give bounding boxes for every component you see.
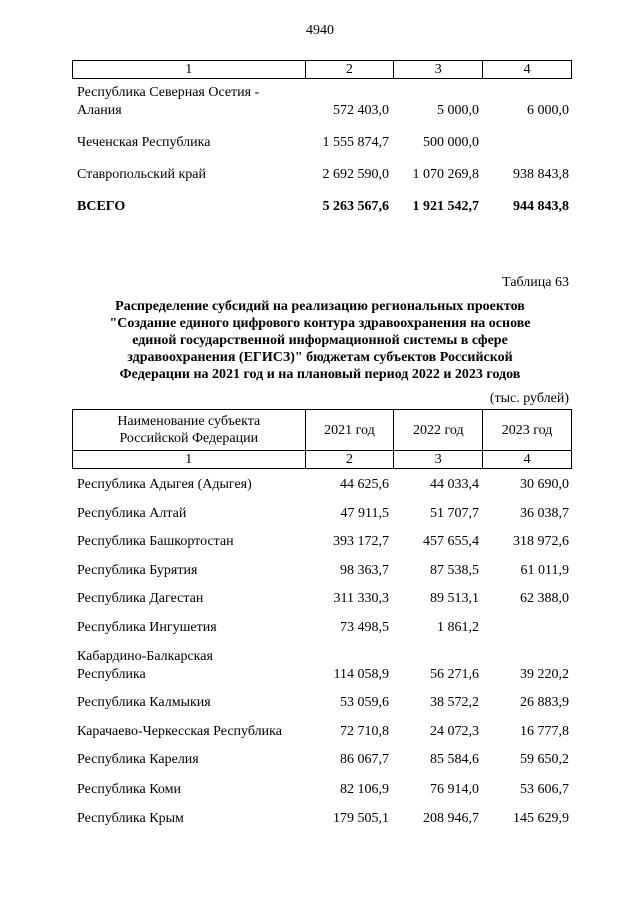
value-2023: 30 690,0 <box>520 477 569 492</box>
heading-line: здравоохранения (ЕГИСЗ)" бюджетам субъектов Российской <box>127 350 513 365</box>
top-col-number-2: 2 <box>305 61 394 79</box>
value-2022: 51 707,7 <box>430 506 479 521</box>
value-2021: 86 067,7 <box>340 752 389 767</box>
region-name: Республика Калмыкия <box>77 695 211 710</box>
value-2022: 89 513,1 <box>430 591 479 606</box>
table-heading <box>80 298 560 383</box>
value-2023: 39 220,2 <box>520 667 569 682</box>
header-2021: 2021 год <box>305 410 394 451</box>
value-2021: 53 059,6 <box>340 695 389 710</box>
value-2021: 393 172,7 <box>333 534 389 549</box>
value-2023: 36 038,7 <box>520 506 569 521</box>
region-name: Республика Карелия <box>77 752 199 767</box>
col-number-4: 4 <box>483 451 572 469</box>
region-name: Чеченская Республика <box>77 135 211 150</box>
region-name: Республика Бурятия <box>77 563 198 578</box>
value-2022: 500 000,0 <box>423 135 479 150</box>
value-2023: 318 972,6 <box>513 534 569 549</box>
region-name: Карачаево-Черкесская Республика <box>77 724 282 739</box>
top-col-number-3: 3 <box>394 61 483 79</box>
region-name: Республика Крым <box>77 811 184 826</box>
value-2022: 87 538,5 <box>430 563 479 578</box>
value-2021: 82 106,9 <box>340 782 389 797</box>
value-2021: 98 363,7 <box>340 563 389 578</box>
heading-line: Федерации на 2021 год и на плановый период 2022 и 2023 годов <box>119 367 521 382</box>
value-2022: 38 572,2 <box>430 695 479 710</box>
heading-line: Распределение субсидий на реализацию региональных проектов <box>115 299 525 314</box>
total-2021: 5 263 567,6 <box>322 199 389 214</box>
total-2023: 944 843,8 <box>513 199 569 214</box>
region-name: Республика Адыгея (Адыгея) <box>77 477 252 492</box>
region-name: Республика Алтай <box>77 506 187 521</box>
value-2021: 179 505,1 <box>333 811 389 826</box>
value-2022: 85 584,6 <box>430 752 479 767</box>
value-2022: 457 655,4 <box>423 534 479 549</box>
value-2022: 5 000,0 <box>437 103 479 118</box>
top-table-header <box>72 60 572 79</box>
page-number: 4940 <box>306 23 334 38</box>
heading-line: единой государственной информационной системы в сфере <box>132 333 508 348</box>
value-2023: 62 388,0 <box>520 591 569 606</box>
value-2021: 47 911,5 <box>340 506 389 521</box>
unit-label: (тыс. рублей) <box>489 391 569 406</box>
value-2021: 572 403,0 <box>333 103 389 118</box>
value-2021: 73 498,5 <box>340 620 389 635</box>
col-number-1: 1 <box>73 451 306 469</box>
value-2021: 44 625,6 <box>340 477 389 492</box>
col-number-3: 3 <box>394 451 483 469</box>
table-row <box>77 134 570 154</box>
header-region-name: Наименование субъекта Российской Федерации <box>73 410 306 451</box>
table-row <box>77 84 570 124</box>
value-2022: 76 914,0 <box>430 782 479 797</box>
region-name: Республика Ингушетия <box>77 620 217 635</box>
value-2023: 53 606,7 <box>520 782 569 797</box>
value-2021: 72 710,8 <box>340 724 389 739</box>
top-col-number-1: 1 <box>73 61 306 79</box>
region-name: Республика Северная Осетия - Алания <box>77 85 260 118</box>
value-2021: 311 330,3 <box>333 591 389 606</box>
value-2022: 56 271,6 <box>430 667 479 682</box>
value-2021: 114 058,9 <box>333 667 389 682</box>
value-2022: 44 033,4 <box>430 477 479 492</box>
value-2022: 1 070 269,8 <box>412 167 479 182</box>
top-col-number-4: 4 <box>483 61 572 79</box>
value-2022: 1 861,2 <box>437 620 479 635</box>
value-2021: 1 555 874,7 <box>322 135 389 150</box>
table-label: Таблица 63 <box>502 275 569 290</box>
value-2023: 938 843,8 <box>513 167 569 182</box>
heading-line: "Создание единого цифрового контура здравоохранения на основе <box>109 316 531 331</box>
table-row <box>77 166 570 186</box>
region-name: Кабардино-Балкарская Республика <box>77 649 213 682</box>
region-name: Республика Дагестан <box>77 591 204 606</box>
region-name: Республика Башкортостан <box>77 534 234 549</box>
value-2023: 6 000,0 <box>527 103 569 118</box>
total-label: ВСЕГО <box>77 199 126 214</box>
table-row <box>77 648 570 688</box>
value-2023: 145 629,9 <box>513 811 569 826</box>
region-name: Республика Коми <box>77 782 181 797</box>
value-2022: 24 072,3 <box>430 724 479 739</box>
value-2023: 26 883,9 <box>520 695 569 710</box>
value-2021: 2 692 590,0 <box>322 167 389 182</box>
header-2022: 2022 год <box>394 410 483 451</box>
total-row <box>77 198 570 218</box>
col-number-2: 2 <box>305 451 394 469</box>
header-2023: 2023 год <box>483 410 572 451</box>
value-2023: 59 650,2 <box>520 752 569 767</box>
region-name: Ставропольский край <box>77 167 206 182</box>
total-2022: 1 921 542,7 <box>412 199 479 214</box>
value-2022: 208 946,7 <box>423 811 479 826</box>
main-table-header <box>72 409 572 469</box>
value-2023: 61 011,9 <box>520 563 569 578</box>
value-2023: 16 777,8 <box>520 724 569 739</box>
